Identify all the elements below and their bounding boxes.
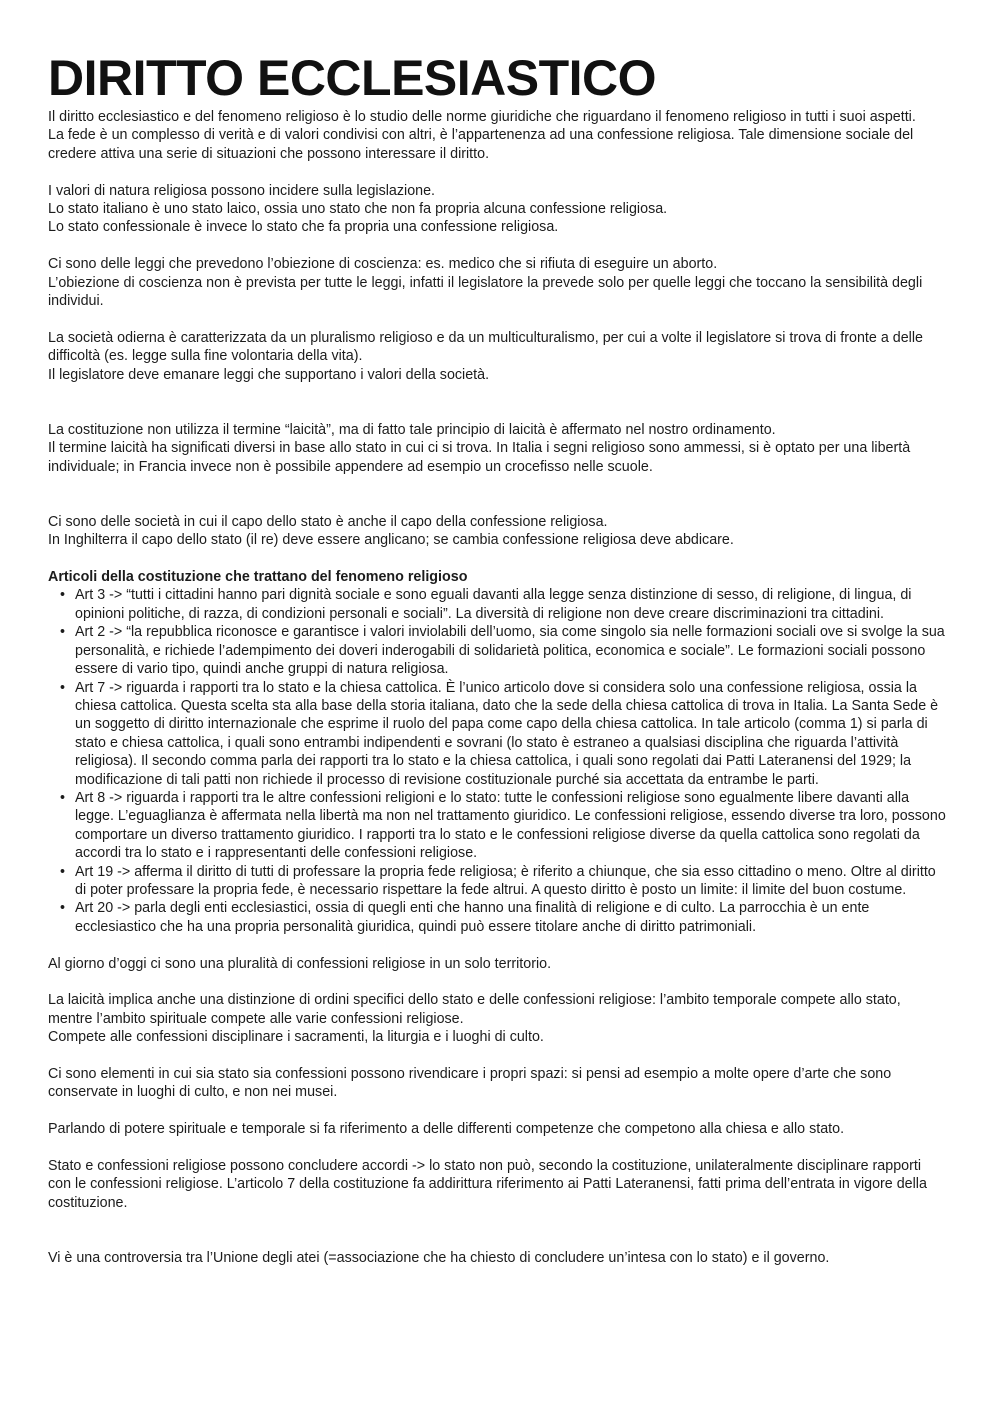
paragraph-head-of-state — [48, 513, 948, 550]
paragraph-shared-spaces — [48, 1065, 948, 1102]
list-item: • Art 2 -> “la repubblica riconosce e garantisce i valori inviolabili dell’uomo, sia come singolo sia nelle formazioni sociali ove si svolge la sua personalità, e richiede l’adempimento dei doveri inderogabili di solidarietà politica, economica e sociale”. Le formazioni sociali possono essere di vario tipo, quindi anche gruppi di natura religiosa. — [75, 623, 948, 678]
text-line: I valori di natura religiosa possono incidere sulla legislazione. — [48, 182, 436, 199]
list-item: • Art 7 -> riguarda i rapporti tra lo stato e la chiesa cattolica. È l’unico articolo dove si considera solo una confessione religiosa, ossia la chiesa cattolica. Questa scelta sta alla base della storia italiana, dato che la sede della chiesa cattolica di trova in Italia. La Santa Sede è un soggetto di diritto internazionale che esprime il ruolo del papa come capo della chiesa cattolica. In tale articolo (comma 1) si parla di stato e chiesa cattolica, i quali sono entrambi indipendenti e sovrani (lo stato è estraneo a qualsiasi disciplina che riguarda l’attività religiosa). Il secondo comma parla dei rapporti tra lo stato e la chiesa cattolica, i quali sono regolati dai Patti Lateranensi del 1929; la modificazione di tali patti non richiede il processo di revisione costituzionale purché sia accettata da entrambe le parti. — [75, 679, 948, 789]
text-line: Il diritto ecclesiastico e del fenomeno religioso è lo studio delle norme giuridiche che riguardano il fenomeno religioso in tutti i suoi aspetti. — [48, 109, 916, 125]
text-line: Ci sono elementi in cui sia stato sia confessioni possono rivendicare i propri spazi: si pensi ad esempio a molte opere d’arte che sono conservate in luoghi di culto, e non nei musei. — [48, 1065, 892, 1101]
text-line: Ci sono delle leggi che prevedono l’obiezione di coscienza: es. medico che si rifiuta di eseguire un aborto. — [48, 256, 718, 273]
text-line: La fede è un complesso di verità e di valori condivisi con altri, è l’appartenenza ad una confessione religiosa. Tale dimensione sociale del credere attiva una serie di situazioni che possono interessare il diritto. — [48, 127, 914, 162]
paragraph-agreements — [48, 1157, 948, 1212]
text-line: Vi è una controversia tra l’Unione degli atei (=associazione che ha chiesto di concludere un’intesa con lo stato) e il governo. — [48, 1250, 830, 1266]
text-line: In Inghilterra il capo dello stato (il re) deve essere anglicano; se cambia confessione religiosa deve abdicare. — [48, 532, 734, 549]
articles-heading: Articoli della costituzione che trattano del fenomeno religioso — [48, 569, 468, 586]
text-line: Il legislatore deve emanare leggi che supportano i valori della società. — [48, 366, 490, 383]
articles-list — [48, 586, 948, 936]
text-line: Stato e confessioni religiose possono concludere accordi -> lo stato non può, secondo la costituzione, unilateralmente disciplinare rapporti con le confessioni religiose. L’articolo 7 della costituzione fa addirittura riferimento ai Patti Lateranensi, fatti prima dell’entrata in vigore della costituzione. — [48, 1157, 927, 1211]
paragraph-laicity-state — [48, 182, 948, 237]
list-item: • Art 3 -> “tutti i cittadini hanno pari dignità sociale e sono eguali davanti alla legge senza distinzione di sesso, di religione, di lingua, di opinioni politiche, di razza, di condizioni personali e sociali”. La diversità di religione non deve creare discriminazioni tra cittadini. — [75, 586, 948, 623]
text-line: Compete alle confessioni disciplinare i sacramenti, la liturgia e i luoghi di culto. — [48, 1029, 544, 1046]
text-line: Lo stato italiano è uno stato laico, ossia uno stato che non fa propria alcuna confessione religiosa. — [48, 201, 668, 218]
list-item: • Art 8 -> riguarda i rapporti tra le altre confessioni religioni e lo stato: tutte le confessioni religiose sono egualmente libere davanti alla legge. L’eguaglianza è affermata nella libertà ma non nel trattamento giuridico. Le confessioni religiose, essendo diverse tra loro, possono comportare un diverso trattamento giuridico. I rapporti tra lo stato e le confessioni religiose diverse da quella cattolica sono regolati da accordi tra lo stato e i rappresentanti delle confessioni religiose. — [75, 789, 948, 863]
paragraph-powers — [48, 1120, 948, 1138]
paragraph-constitution-laicity — [48, 421, 948, 476]
paragraph-pluralism — [48, 329, 948, 384]
text-line: La costituzione non utilizza il termine “laicità”, ma di fatto tale principio di laicità è affermato nel nostro ordinamento. — [48, 421, 776, 438]
paragraph-plurality — [48, 955, 948, 973]
text-line: Lo stato confessionale è invece lo stato che fa propria una confessione religiosa. — [48, 219, 559, 236]
text-line: Parlando di potere spirituale e temporale si fa riferimento a delle differenti competenze che competono alla chiesa e allo stato. — [48, 1121, 845, 1138]
paragraph-conscientious-objection — [48, 255, 948, 310]
paragraph-intro — [48, 108, 948, 163]
paragraph-controversy — [48, 1249, 948, 1267]
paragraph-distinction-orders — [48, 991, 948, 1046]
document-title: DIRITTO ECCLESIASTICO — [48, 50, 657, 106]
text-line: La società odierna è caratterizzata da un pluralismo religioso e da un multiculturalismo, per cui a volte il legislatore si trova di fronte a delle difficoltà (es. legge sulla fine volontaria della vita). — [48, 329, 923, 365]
list-item: • Art 20 -> parla degli enti ecclesiastici, ossia di quegli enti che hanno una finalità di religione e di culto. La parrocchia è un ente ecclesiastico che ha una propria personalità giuridica, quindi può essere titolare anche di diritto patrimoniali. — [75, 899, 948, 936]
text-line: Il termine laicità ha significati diversi in base allo stato in cui ci si trova. In Italia i segni religioso sono ammessi, si è optato per una libertà individuale; in Francia invece non è possibile appendere ad esempio un crocefisso nelle scuole. — [48, 440, 911, 475]
text-line: La laicità implica anche una distinzione di ordini specifici dello stato e delle confessioni religiose: l’ambito temporale compete allo stato, mentre l’ambito spirituale compete alle varie confessioni religiose. — [48, 992, 901, 1027]
text-line: L’obiezione di coscienza non è prevista per tutte le leggi, infatti il legislatore la prevede solo per quelle leggi che toccano la sensibilità degli individui. — [48, 274, 923, 310]
text-line: Ci sono delle società in cui il capo dello stato è anche il capo della confessione religiosa. — [48, 513, 608, 530]
list-item: • Art 19 -> afferma il diritto di tutti di professare la propria fede religiosa; è riferito a chiunque, che sia esso cittadino o meno. Oltre al diritto di poter professare la propria fede, è necessario rispettare la fede altrui. A questo diritto è posto un limite: il limite del buon costume. — [75, 863, 948, 900]
text-line: Al giorno d’oggi ci sono una pluralità di confessioni religiose in un solo territorio. — [48, 955, 552, 972]
